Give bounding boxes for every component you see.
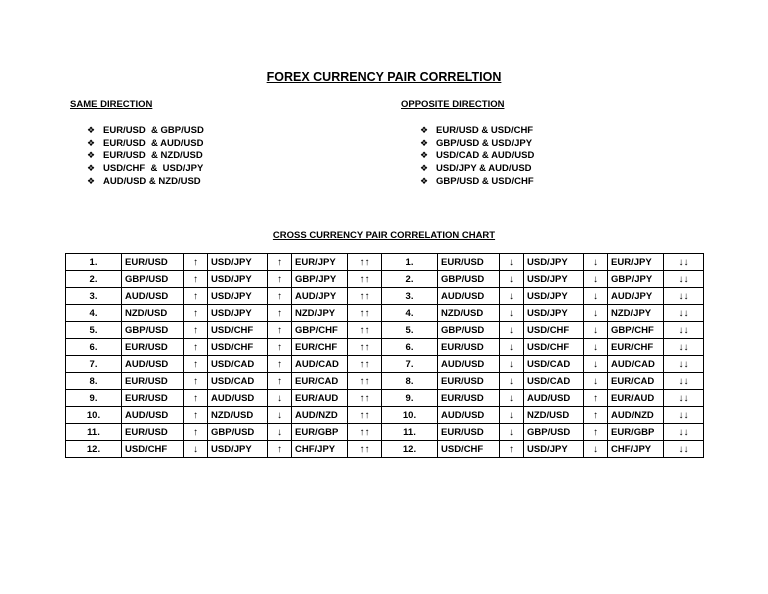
left-quote-direction-icon: ↑ — [268, 305, 292, 322]
right-base-direction-icon: ↑ — [500, 441, 524, 458]
list-item — [87, 137, 204, 150]
right-quote-pair: USD/JPY — [524, 288, 584, 305]
pair-text: USD/JPY & AUD/USD — [436, 163, 532, 175]
right-base-pair: USD/CHF — [438, 441, 500, 458]
pair-text: EUR/USD & USD/CHF — [436, 125, 534, 136]
left-base-direction-icon: ↑ — [184, 424, 208, 441]
right-cross-pair: NZD/JPY — [608, 305, 664, 322]
left-base-direction-icon: ↑ — [184, 390, 208, 407]
right-cross-pair: EUR/JPY — [608, 254, 664, 271]
right-base-direction-icon: ↓ — [500, 407, 524, 424]
table-row — [66, 407, 704, 424]
right-base-direction-icon: ↓ — [500, 390, 524, 407]
left-base-pair: EUR/USD — [122, 254, 184, 271]
pair-text: USD/CAD & AUD/USD — [436, 150, 535, 162]
right-cross-pair: GBP/JPY — [608, 271, 664, 288]
left-quote-direction-icon: ↑ — [268, 373, 292, 390]
left-base-pair: EUR/USD — [122, 373, 184, 390]
left-base-direction-icon: ↑ — [184, 322, 208, 339]
table-row — [66, 305, 704, 322]
right-cross-direction-icon: ↓↓ — [664, 390, 704, 407]
right-quote-direction-icon: ↓ — [584, 271, 608, 288]
left-base-pair: EUR/USD — [122, 390, 184, 407]
table-row — [66, 254, 704, 271]
left-cross-pair: EUR/GBP — [292, 424, 348, 441]
left-cross-pair: GBP/CHF — [292, 322, 348, 339]
right-base-pair: EUR/USD — [438, 339, 500, 356]
left-cross-direction-icon: ↑↑ — [348, 271, 382, 288]
left-base-direction-icon: ↑ — [184, 339, 208, 356]
left-quote-direction-icon: ↓ — [268, 390, 292, 407]
right-base-pair: AUD/USD — [438, 407, 500, 424]
right-quote-pair: USD/CHF — [524, 339, 584, 356]
right-row-number: 3. — [382, 288, 438, 305]
same-direction-heading: SAME DIRECTION — [70, 99, 153, 110]
right-row-number: 4. — [382, 305, 438, 322]
right-quote-direction-icon: ↑ — [584, 407, 608, 424]
right-quote-pair: USD/JPY — [524, 271, 584, 288]
pair-text: AUD/USD & NZD/USD — [103, 175, 201, 187]
left-row-number: 2. — [66, 271, 122, 288]
left-base-pair: GBP/USD — [122, 271, 184, 288]
left-cross-pair: NZD/JPY — [292, 305, 348, 322]
left-quote-pair: USD/JPY — [208, 254, 268, 271]
right-quote-direction-icon: ↓ — [584, 441, 608, 458]
left-row-number: 9. — [66, 390, 122, 407]
right-cross-pair: GBP/CHF — [608, 322, 664, 339]
right-cross-direction-icon: ↓↓ — [664, 271, 704, 288]
diamond-bullet-icon: ❖ — [87, 150, 96, 161]
left-cross-direction-icon: ↑↑ — [348, 373, 382, 390]
left-base-pair: GBP/USD — [122, 322, 184, 339]
right-cross-direction-icon: ↓↓ — [664, 254, 704, 271]
right-base-pair: AUD/USD — [438, 356, 500, 373]
left-cross-direction-icon: ↑↑ — [348, 254, 382, 271]
list-item — [420, 124, 534, 137]
table-row — [66, 356, 704, 373]
diamond-bullet-icon: ❖ — [87, 163, 96, 174]
right-quote-pair: AUD/USD — [524, 390, 584, 407]
right-cross-pair: CHF/JPY — [608, 441, 664, 458]
chart-title: CROSS CURRENCY PAIR CORRELATION CHART — [272, 230, 496, 241]
left-row-number: 6. — [66, 339, 122, 356]
pair-text: EUR/USD & GBP/USD — [103, 125, 204, 136]
right-base-pair: GBP/USD — [438, 271, 500, 288]
right-cross-pair: EUR/AUD — [608, 390, 664, 407]
diamond-bullet-icon: ❖ — [420, 175, 429, 186]
right-cross-direction-icon: ↓↓ — [664, 407, 704, 424]
right-base-direction-icon: ↓ — [500, 373, 524, 390]
right-cross-direction-icon: ↓↓ — [664, 339, 704, 356]
right-base-direction-icon: ↓ — [500, 322, 524, 339]
pair-text: GBP/USD & USD/JPY — [436, 137, 533, 149]
left-base-direction-icon: ↑ — [184, 305, 208, 322]
left-base-direction-icon: ↑ — [184, 288, 208, 305]
list-item — [420, 175, 534, 188]
diamond-bullet-icon: ❖ — [420, 137, 429, 148]
left-cross-direction-icon: ↑↑ — [348, 305, 382, 322]
left-cross-direction-icon: ↑↑ — [348, 407, 382, 424]
right-quote-direction-icon: ↑ — [584, 424, 608, 441]
left-base-pair: AUD/USD — [122, 288, 184, 305]
right-quote-direction-icon: ↓ — [584, 288, 608, 305]
list-item — [420, 162, 534, 175]
left-cross-pair: EUR/CAD — [292, 373, 348, 390]
left-quote-pair: USD/CHF — [208, 339, 268, 356]
left-base-pair: USD/CHF — [122, 441, 184, 458]
left-row-number: 10. — [66, 407, 122, 424]
left-cross-pair: AUD/JPY — [292, 288, 348, 305]
right-quote-pair: USD/JPY — [524, 441, 584, 458]
right-cross-pair: EUR/CAD — [608, 373, 664, 390]
left-base-pair: EUR/USD — [122, 339, 184, 356]
left-quote-direction-icon: ↑ — [268, 254, 292, 271]
left-row-number: 4. — [66, 305, 122, 322]
left-quote-direction-icon: ↑ — [268, 322, 292, 339]
left-base-direction-icon: ↑ — [184, 407, 208, 424]
right-cross-pair: EUR/GBP — [608, 424, 664, 441]
opposite-direction-list — [420, 124, 534, 187]
left-base-direction-icon: ↑ — [184, 356, 208, 373]
list-item — [420, 137, 534, 150]
left-row-number: 5. — [66, 322, 122, 339]
right-cross-pair: AUD/CAD — [608, 356, 664, 373]
right-quote-pair: USD/CHF — [524, 322, 584, 339]
left-quote-pair: USD/CAD — [208, 356, 268, 373]
left-quote-pair: USD/CAD — [208, 373, 268, 390]
right-quote-pair: GBP/USD — [524, 424, 584, 441]
right-cross-direction-icon: ↓↓ — [664, 373, 704, 390]
left-row-number: 12. — [66, 441, 122, 458]
left-base-direction-icon: ↑ — [184, 271, 208, 288]
right-base-pair: EUR/USD — [438, 424, 500, 441]
list-item — [87, 162, 204, 175]
table-row — [66, 441, 704, 458]
right-quote-pair: USD/JPY — [524, 254, 584, 271]
left-cross-direction-icon: ↑↑ — [348, 356, 382, 373]
right-base-direction-icon: ↓ — [500, 271, 524, 288]
left-quote-pair: USD/JPY — [208, 288, 268, 305]
right-base-direction-icon: ↓ — [500, 305, 524, 322]
right-base-pair: EUR/USD — [438, 254, 500, 271]
diamond-bullet-icon: ❖ — [87, 137, 96, 148]
right-cross-direction-icon: ↓↓ — [664, 441, 704, 458]
diamond-bullet-icon: ❖ — [87, 175, 96, 186]
left-quote-pair: GBP/USD — [208, 424, 268, 441]
left-cross-pair: EUR/AUD — [292, 390, 348, 407]
opposite-direction-heading: OPPOSITE DIRECTION — [401, 99, 505, 110]
right-cross-direction-icon: ↓↓ — [664, 356, 704, 373]
list-item — [87, 149, 204, 162]
diamond-bullet-icon: ❖ — [87, 125, 96, 135]
left-base-pair: AUD/USD — [122, 407, 184, 424]
right-cross-direction-icon: ↓↓ — [664, 322, 704, 339]
left-cross-direction-icon: ↑↑ — [348, 288, 382, 305]
left-cross-pair: CHF/JPY — [292, 441, 348, 458]
right-cross-direction-icon: ↓↓ — [664, 305, 704, 322]
table-row — [66, 271, 704, 288]
right-base-direction-icon: ↓ — [500, 424, 524, 441]
document-title: FOREX CURRENCY PAIR CORRELTION — [266, 70, 502, 84]
right-quote-direction-icon: ↓ — [584, 305, 608, 322]
correlation-table — [65, 253, 704, 458]
left-quote-direction-icon: ↑ — [268, 288, 292, 305]
right-row-number: 6. — [382, 339, 438, 356]
table-row — [66, 339, 704, 356]
right-base-pair: GBP/USD — [438, 322, 500, 339]
table-row — [66, 424, 704, 441]
right-quote-direction-icon: ↓ — [584, 373, 608, 390]
left-cross-pair: AUD/CAD — [292, 356, 348, 373]
list-item — [87, 124, 204, 137]
right-base-pair: EUR/USD — [438, 373, 500, 390]
left-quote-direction-icon: ↑ — [268, 441, 292, 458]
list-item — [87, 175, 204, 188]
right-row-number: 9. — [382, 390, 438, 407]
pair-text: EUR/USD & AUD/USD — [103, 137, 204, 149]
left-quote-direction-icon: ↑ — [268, 356, 292, 373]
left-cross-pair: AUD/NZD — [292, 407, 348, 424]
left-quote-pair: USD/JPY — [208, 305, 268, 322]
right-quote-pair: USD/CAD — [524, 373, 584, 390]
left-quote-direction-icon: ↑ — [268, 271, 292, 288]
table-row — [66, 373, 704, 390]
right-cross-pair: AUD/JPY — [608, 288, 664, 305]
right-base-pair: EUR/USD — [438, 390, 500, 407]
left-cross-pair: EUR/JPY — [292, 254, 348, 271]
right-cross-pair: EUR/CHF — [608, 339, 664, 356]
right-quote-pair: USD/CAD — [524, 356, 584, 373]
same-direction-list — [87, 124, 204, 187]
right-row-number: 2. — [382, 271, 438, 288]
left-base-direction-icon: ↑ — [184, 373, 208, 390]
right-cross-pair: AUD/NZD — [608, 407, 664, 424]
right-quote-direction-icon: ↑ — [584, 390, 608, 407]
right-quote-pair: USD/JPY — [524, 305, 584, 322]
diamond-bullet-icon: ❖ — [420, 125, 429, 135]
left-quote-pair: USD/CHF — [208, 322, 268, 339]
table-row — [66, 288, 704, 305]
pair-text: GBP/USD & USD/CHF — [436, 175, 534, 187]
right-base-direction-icon: ↓ — [500, 288, 524, 305]
correlation-table-body — [66, 254, 704, 458]
left-quote-direction-icon: ↓ — [268, 407, 292, 424]
left-base-direction-icon: ↑ — [184, 254, 208, 271]
left-cross-direction-icon: ↑↑ — [348, 390, 382, 407]
left-base-pair: AUD/USD — [122, 356, 184, 373]
right-base-direction-icon: ↓ — [500, 356, 524, 373]
right-cross-direction-icon: ↓↓ — [664, 288, 704, 305]
right-base-direction-icon: ↓ — [500, 254, 524, 271]
right-row-number: 11. — [382, 424, 438, 441]
table-row — [66, 390, 704, 407]
left-cross-direction-icon: ↑↑ — [348, 441, 382, 458]
right-row-number: 7. — [382, 356, 438, 373]
left-quote-direction-icon: ↑ — [268, 339, 292, 356]
right-quote-direction-icon: ↓ — [584, 339, 608, 356]
right-base-pair: NZD/USD — [438, 305, 500, 322]
right-base-direction-icon: ↓ — [500, 339, 524, 356]
right-base-pair: AUD/USD — [438, 288, 500, 305]
left-base-pair: EUR/USD — [122, 424, 184, 441]
right-row-number: 10. — [382, 407, 438, 424]
right-row-number: 8. — [382, 373, 438, 390]
right-quote-pair: NZD/USD — [524, 407, 584, 424]
table-row — [66, 322, 704, 339]
pair-text: EUR/USD & NZD/USD — [103, 150, 203, 162]
left-cross-direction-icon: ↑↑ — [348, 339, 382, 356]
left-row-number: 1. — [66, 254, 122, 271]
right-quote-direction-icon: ↓ — [584, 322, 608, 339]
right-quote-direction-icon: ↓ — [584, 254, 608, 271]
left-cross-pair: EUR/CHF — [292, 339, 348, 356]
list-item — [420, 149, 534, 162]
right-row-number: 12. — [382, 441, 438, 458]
left-base-direction-icon: ↓ — [184, 441, 208, 458]
left-base-pair: NZD/USD — [122, 305, 184, 322]
right-quote-direction-icon: ↓ — [584, 356, 608, 373]
left-quote-pair: USD/JPY — [208, 271, 268, 288]
left-row-number: 7. — [66, 356, 122, 373]
left-cross-pair: GBP/JPY — [292, 271, 348, 288]
left-cross-direction-icon: ↑↑ — [348, 322, 382, 339]
left-quote-pair: AUD/USD — [208, 390, 268, 407]
right-cross-direction-icon: ↓↓ — [664, 424, 704, 441]
left-quote-pair: NZD/USD — [208, 407, 268, 424]
left-cross-direction-icon: ↑↑ — [348, 424, 382, 441]
diamond-bullet-icon: ❖ — [420, 163, 429, 174]
left-row-number: 11. — [66, 424, 122, 441]
right-row-number: 1. — [382, 254, 438, 271]
left-quote-pair: USD/JPY — [208, 441, 268, 458]
diamond-bullet-icon: ❖ — [420, 150, 429, 161]
left-quote-direction-icon: ↓ — [268, 424, 292, 441]
right-row-number: 5. — [382, 322, 438, 339]
left-row-number: 8. — [66, 373, 122, 390]
pair-text: USD/CHF & USD/JPY — [103, 163, 204, 175]
left-row-number: 3. — [66, 288, 122, 305]
